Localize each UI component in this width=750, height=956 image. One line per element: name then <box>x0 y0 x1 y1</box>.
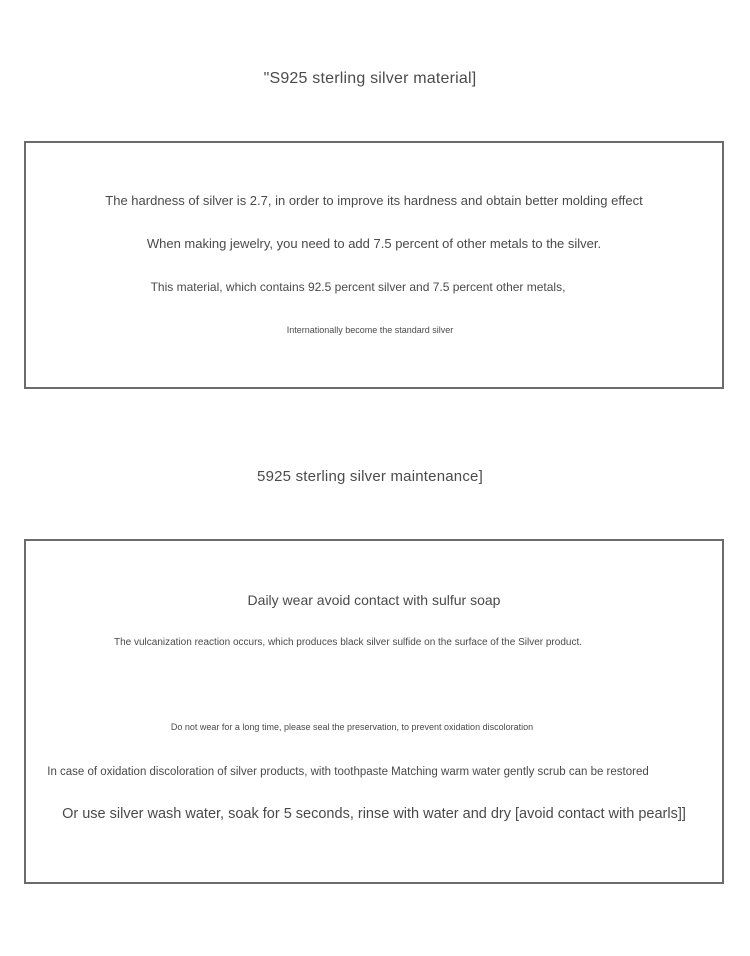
maintenance-line-1: Daily wear avoid contact with sulfur soap <box>247 592 501 608</box>
material-line-1: The hardness of silver is 2.7, in order to improve its hardness and obtain better molding effect <box>105 193 643 208</box>
maintenance-line-3: Do not wear for a long time, please seal the preservation, to prevent oxidation discoloration <box>170 722 534 732</box>
material-line-2: When making jewelry, you need to add 7.5 percent of other metals to the silver. <box>146 236 602 251</box>
maintenance-line-2: The vulcanization reaction occurs, which produces black silver sulfide on the surface of the Silver product. <box>113 637 582 648</box>
maintenance-section-title: 5925 sterling silver maintenance] <box>257 468 483 485</box>
maintenance-line-4: In case of oxidation discoloration of silver products, with toothpaste Matching warm water gently scrub can be restored <box>47 766 649 778</box>
material-line-4: Internationally become the standard silver <box>286 325 454 335</box>
material-info-box <box>24 141 724 389</box>
maintenance-line-5: Or use silver wash water, soak for 5 seconds, rinse with water and dry [avoid contact with pearls]] <box>62 806 686 822</box>
material-section-title: "S925 sterling silver material] <box>263 70 477 87</box>
material-line-3: This material, which contains 92.5 percent silver and 7.5 percent other metals, <box>150 280 566 294</box>
maintenance-info-box <box>24 539 724 884</box>
